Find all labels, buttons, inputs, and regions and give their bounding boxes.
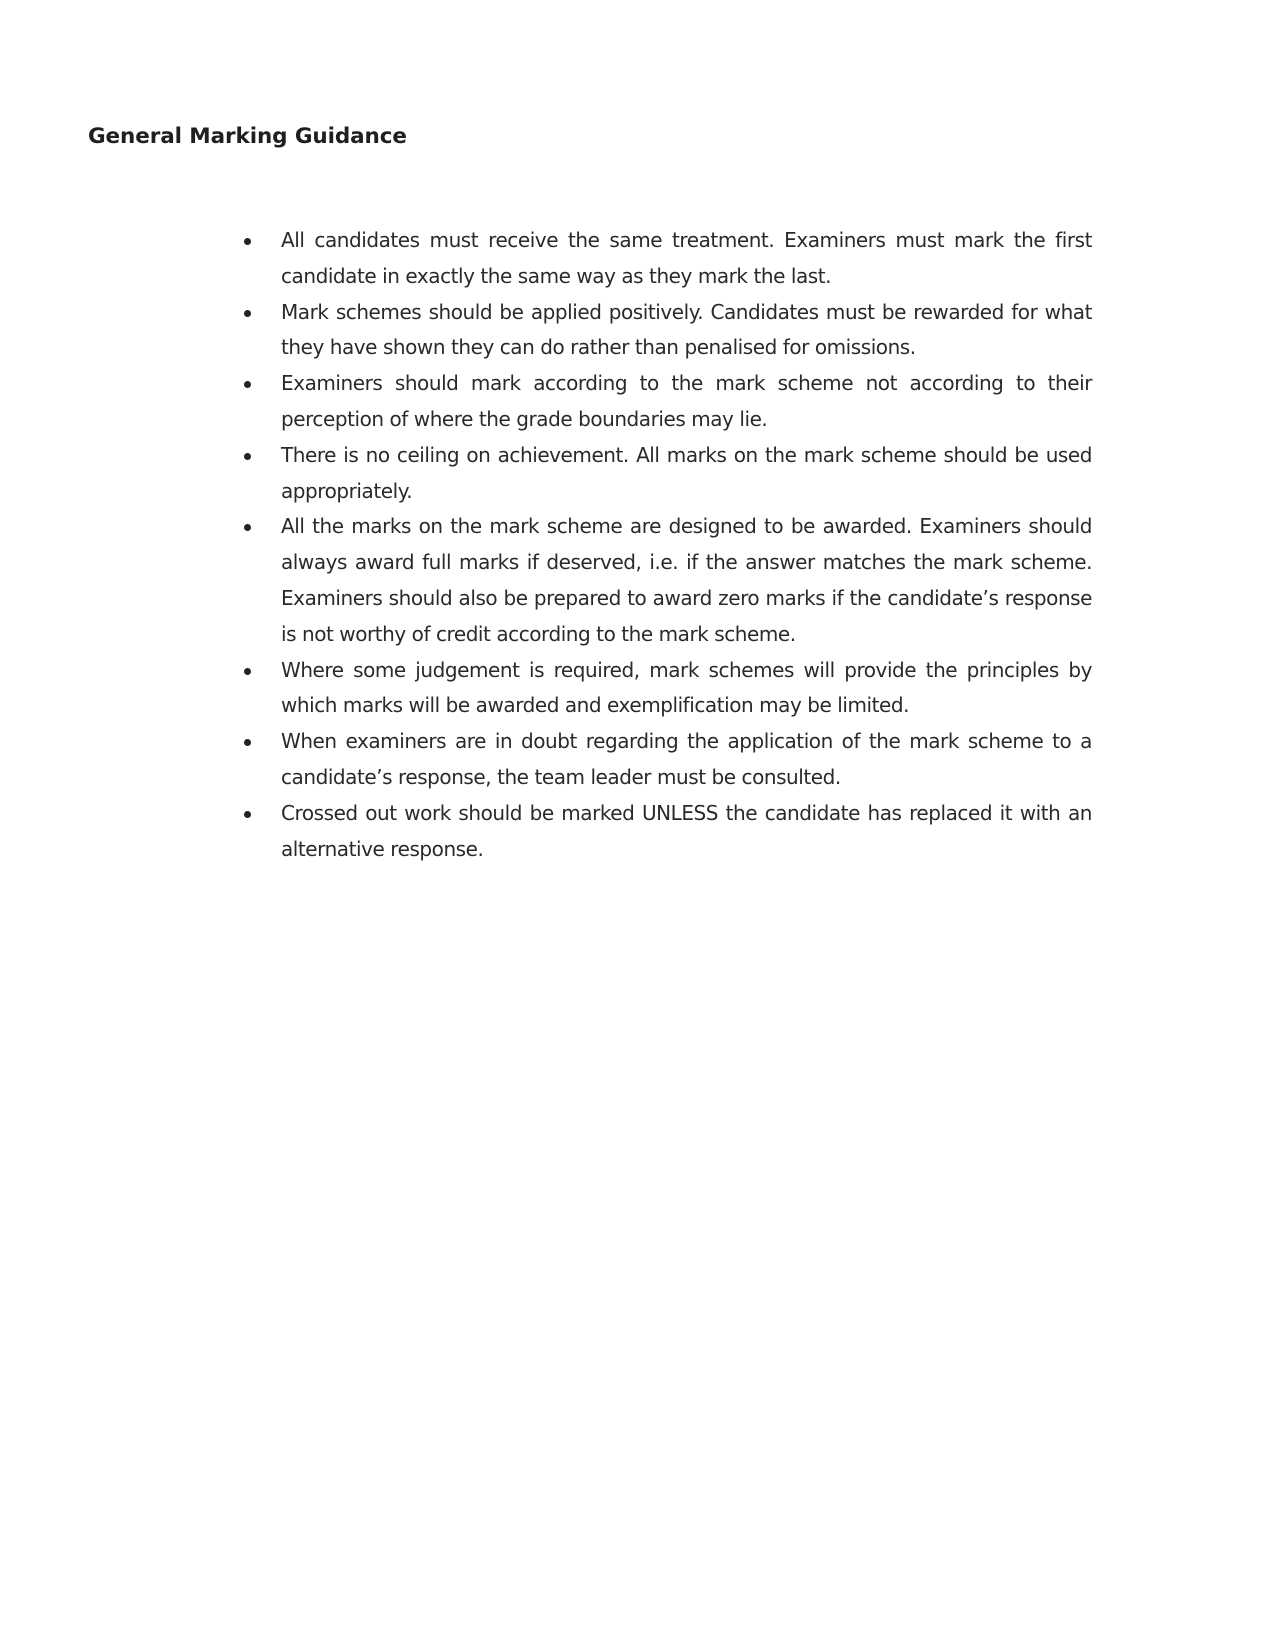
- list-item: [240, 438, 1092, 510]
- list-item-text: Mark schemes should be applied positively. Candidates must be rewarded for what they have shown they can do rather than penalised for omissions.: [281, 299, 1092, 360]
- list-item: [240, 724, 1092, 796]
- list-item-text: When examiners are in doubt regarding the application of the mark scheme to a candidate’s response, the team leader must be consulted.: [281, 729, 1092, 789]
- bullet-icon: [244, 381, 251, 388]
- list-item-text: All the marks on the mark scheme are designed to be awarded. Examiners should always award full marks if deserved, i.e. if the answer matches the mark scheme. Examiners should also be prepared to award zero marks if the candidate’s response is not worthy of credit according to the mark scheme.: [281, 514, 1092, 646]
- list-item-text: Where some judgement is required, mark schemes will provide the principles by which marks will be awarded and exemplification may be limited.: [281, 657, 1092, 718]
- list-item-text: Examiners should mark according to the mark scheme not according to their perception of where the grade boundaries may lie.: [281, 371, 1092, 431]
- bullet-icon: [244, 524, 251, 531]
- bullet-icon: [244, 453, 251, 460]
- bullet-icon: [244, 238, 251, 245]
- bullet-icon: [244, 739, 251, 746]
- bullet-icon: [244, 811, 251, 818]
- guidance-list: [240, 223, 1092, 867]
- list-item: [240, 223, 1092, 295]
- list-item: [240, 653, 1092, 725]
- list-item: [240, 796, 1092, 868]
- list-item: [240, 509, 1092, 652]
- list-item: [240, 295, 1092, 367]
- list-item-text: Crossed out work should be marked UNLESS the candidate has replaced it with an alternative response.: [281, 800, 1092, 861]
- bullet-icon: [244, 668, 251, 675]
- list-item-text: There is no ceiling on achievement. All marks on the mark scheme should be used appropriately.: [281, 442, 1092, 503]
- list-item: [240, 366, 1092, 438]
- bullet-icon: [244, 310, 251, 317]
- list-item-text: All candidates must receive the same treatment. Examiners must mark the first candidate in exactly the same way as they mark the last.: [281, 228, 1092, 288]
- page-title: General Marking Guidance: [88, 124, 407, 149]
